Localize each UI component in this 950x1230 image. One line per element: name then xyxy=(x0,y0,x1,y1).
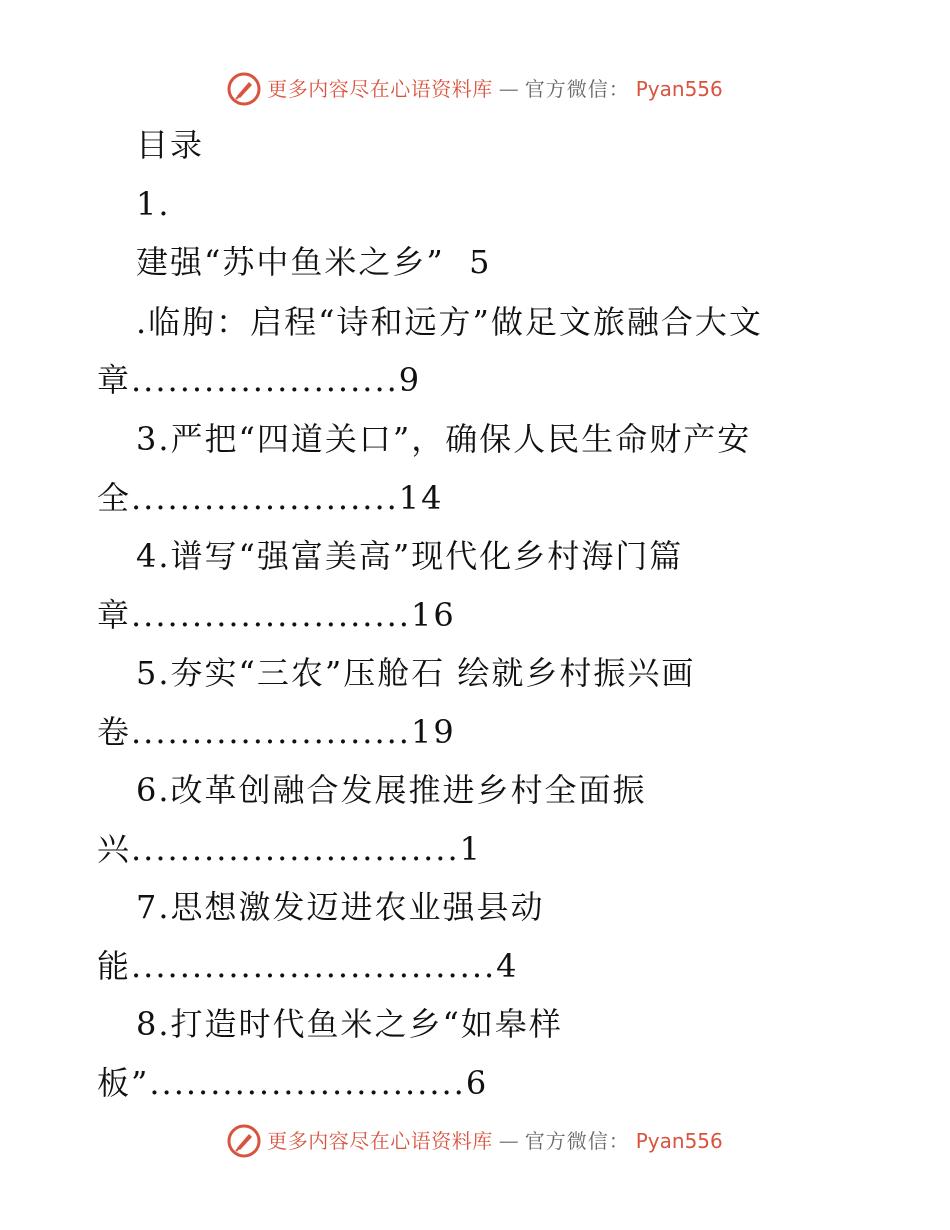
toc-line: 卷.......................19 xyxy=(97,713,456,751)
toc-line: 1. xyxy=(136,185,171,223)
toc-heading: 目录 xyxy=(136,126,205,164)
watermark-footer xyxy=(0,1124,950,1158)
watermark-dash: — xyxy=(498,77,519,101)
toc-line: 板”..........................6 xyxy=(97,1064,489,1102)
pen-logo-icon xyxy=(227,1124,261,1158)
toc-line: 能..............................4 xyxy=(97,947,519,985)
toc-line: 4.谱写“强富美高”现代化乡村海门篇 xyxy=(136,537,684,575)
toc-line: 兴...........................1 xyxy=(97,830,483,868)
watermark-wechat-label: 官方微信： xyxy=(524,77,630,101)
watermark-wechat-label: 官方微信： xyxy=(524,1129,630,1153)
toc-line: 章.......................16 xyxy=(97,596,456,634)
toc-line: 全......................14 xyxy=(97,479,444,517)
watermark-text: 更多内容尽在心语资料库 xyxy=(267,1129,493,1153)
toc-line: 6.改革创融合发展推进乡村全面振 xyxy=(136,771,647,809)
toc-line: 建强“苏中鱼米之乡” 5 xyxy=(136,243,492,281)
watermark-wechat-id: Pyan556 xyxy=(635,1129,723,1153)
toc-line: 3.严把“四道关口”，确保人民生命财产安 xyxy=(136,420,752,458)
toc-line: 章......................9 xyxy=(97,361,422,399)
watermark-dash: — xyxy=(498,1129,519,1153)
watermark-text: 更多内容尽在心语资料库 xyxy=(267,77,493,101)
toc-line: 7.思想激发迈进农业强县动 xyxy=(136,888,545,926)
toc-line: 5.夯实“三农”压舱石 绘就乡村振兴画 xyxy=(136,654,696,692)
toc-line: .临朐：启程“诗和远方”做足文旅融合大文 xyxy=(136,303,763,341)
pen-logo-icon xyxy=(227,72,261,106)
toc-line: 8.打造时代鱼米之乡“如皋样 xyxy=(136,1005,563,1043)
watermark-header xyxy=(0,72,950,106)
watermark-wechat-id: Pyan556 xyxy=(635,77,723,101)
